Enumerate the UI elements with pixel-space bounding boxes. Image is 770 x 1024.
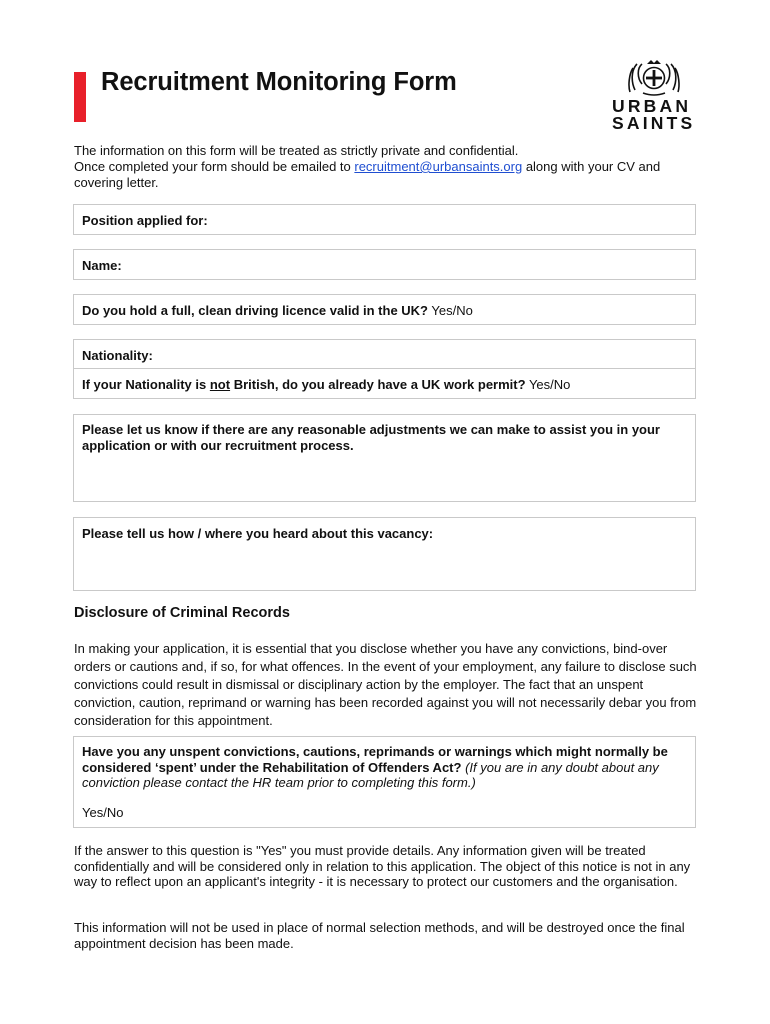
nationality-label: Nationality: [82,348,153,363]
title-accent-bar [74,72,86,122]
intro-line-2-suffix: along with your CV and covering letter. [74,159,661,190]
work-permit-label-suffix: British, do you already have a UK work permit? [230,377,526,392]
convictions-question: Have you any unspent convictions, cautions, reprimands or warnings which might normally be considered ‘spent’ under the Rehabilitation of Offenders Act? [82,744,668,775]
urban-saints-logo [609,60,701,132]
adjustments-label: Please let us know if there are any reasonable adjustments we can make to assist you in your application or with our recruitment process. [82,422,660,453]
logo-text-urban: URBAN [612,96,692,116]
intro-line-1: The information on this form will be treated as strictly private and confidential. [74,143,519,158]
position-label: Position applied for: [82,213,208,228]
crest-icon [621,60,687,98]
vacancy-source-label: Please tell us how / where you heard about this vacancy: [82,526,434,541]
page-title: Recruitment Monitoring Form [101,68,457,96]
disclosure-heading: Disclosure of Criminal Records [74,605,290,621]
position-field[interactable] [73,204,696,235]
intro-line-2-prefix: Once completed your form should be emailed to [74,159,355,174]
recruitment-email-link[interactable]: recruitment@urbansaints.org [354,159,523,174]
logo-text-saints: SAINTS [612,113,696,133]
nationality-box [73,339,696,399]
name-label: Name: [82,258,122,273]
work-permit-label-prefix: If your Nationality is [82,377,210,392]
work-permit-label-not: not [209,377,231,392]
work-permit-field[interactable] [74,368,695,401]
nationality-field[interactable] [74,340,695,368]
convictions-note: (If you are in any doubt about any conviction please contact the HR team prior to completing this form.) [82,759,659,790]
driving-licence-label: Do you hold a full, clean driving licence valid in the UK? [82,303,428,318]
driving-licence-field[interactable] [73,294,696,325]
disclosure-paragraph: In making your application, it is essential that you disclose whether you have any convictions, bind-over orders or cautions and, if so, for what offences. In the event of your employment, any failure to disclose such convictions could result in dismissal or disciplinary action by the employer. The fact that an unspent conviction, caution, reprimand or warning has been recorded against you will not necessarily debar you from consideration for this appointment. [74,641,697,728]
work-permit-options: Yes/No [528,377,571,392]
convictions-options: Yes/No [82,804,124,820]
adjustments-field[interactable] [73,414,696,502]
details-paragraph: If the answer to this question is "Yes" you must provide details. Any information given will be treated confidentially and will be considered only in relation to this application. The object of this notice is not in any way to reflect upon an applicant's integrity - it is necessary to protect our customers and the organisation. [74,843,691,889]
driving-licence-options: Yes/No [431,303,473,318]
convictions-question-box[interactable] [73,736,696,828]
vacancy-source-field[interactable] [73,517,696,591]
final-paragraph: This information will not be used in place of normal selection methods, and will be destroyed once the final appointment decision has been made. [74,920,685,951]
intro-text [74,143,704,191]
name-field[interactable] [73,249,696,280]
